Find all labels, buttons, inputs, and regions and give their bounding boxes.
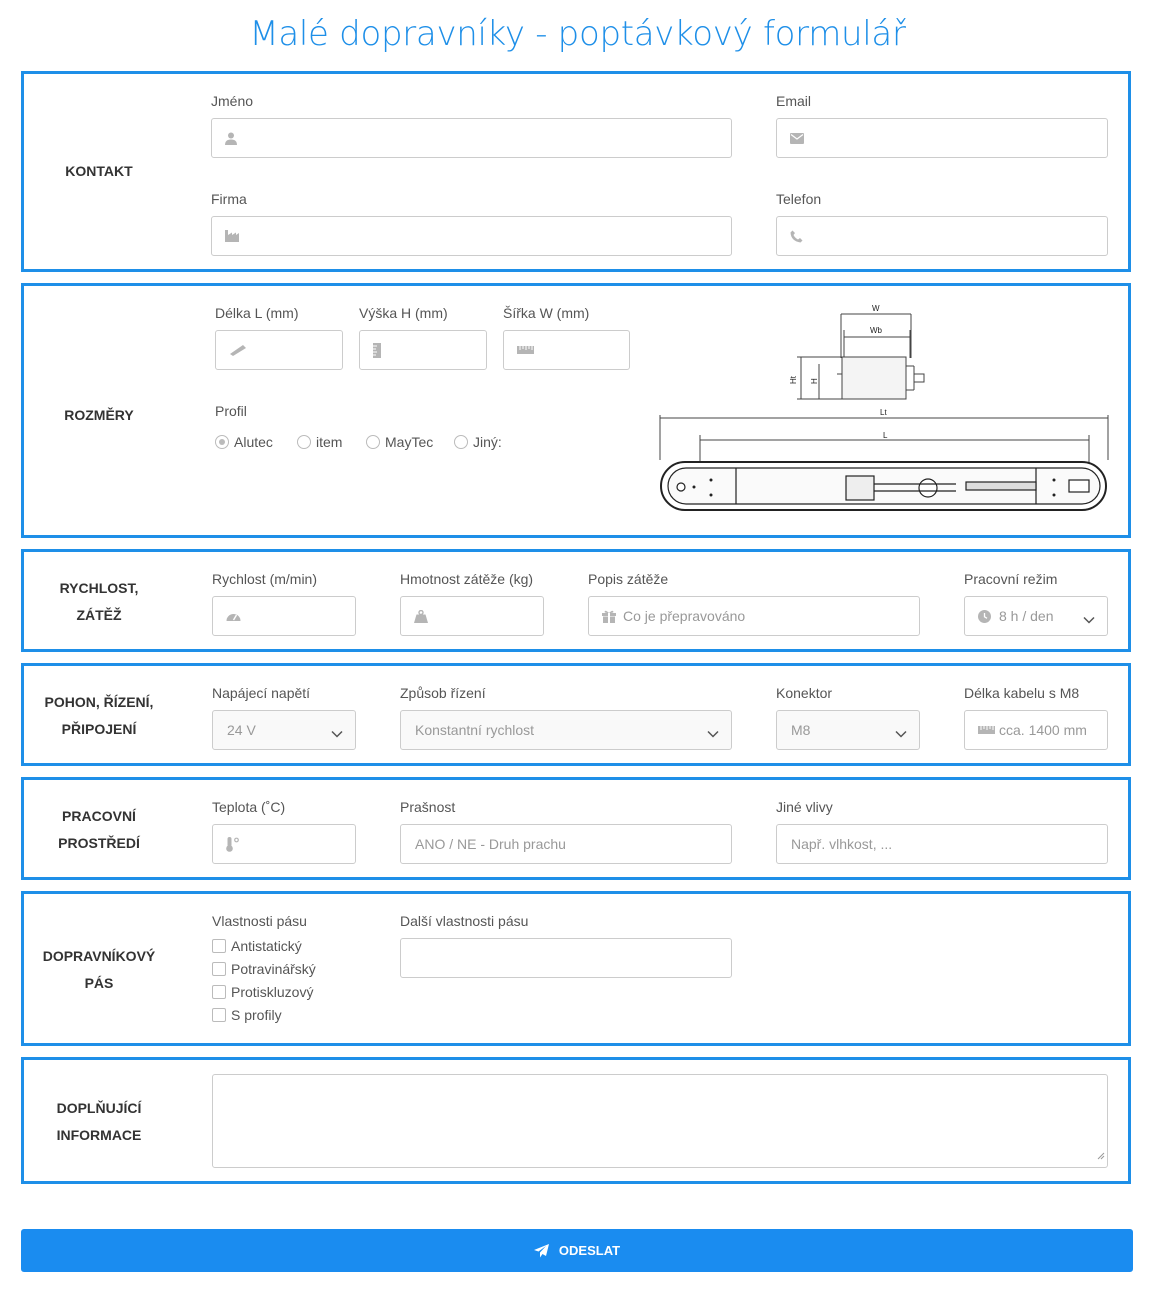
checkbox-icon: [212, 1008, 226, 1022]
doplnujici-textarea[interactable]: [212, 1074, 1108, 1168]
konektor-select[interactable]: [776, 710, 920, 750]
email-input[interactable]: [776, 118, 1108, 158]
phone-icon: [790, 217, 803, 255]
conveyor-dimensions-diagram: [656, 300, 1116, 526]
diagram-label-ht: Ht: [789, 376, 798, 384]
chevron-down-icon: [895, 725, 907, 743]
paper-plane-icon: [534, 1244, 549, 1258]
chevron-down-icon: [331, 725, 343, 743]
section-label: KONTAKT: [65, 163, 133, 179]
konektor-label: Konektor: [776, 685, 833, 701]
prasnost-placeholder: ANO / NE - Druh prachu: [415, 836, 566, 852]
ruler-horizontal-icon: [978, 711, 995, 749]
ruler-horizontal-icon: [517, 331, 534, 369]
konektor-value: M8: [791, 722, 811, 738]
radio-icon: [454, 435, 468, 449]
email-label: Email: [776, 93, 812, 109]
ruler-diagonal-icon: [229, 331, 247, 369]
radio-label: Jiný:: [473, 434, 502, 450]
sirka-label: Šířka W (mm): [503, 305, 590, 321]
vlivy-label: Jiné vlivy: [776, 799, 833, 815]
industry-icon: [225, 217, 239, 255]
profil-label: Profil: [215, 403, 247, 419]
popis-input[interactable]: [588, 596, 920, 636]
teplota-label: Teplota (˚C): [212, 799, 286, 815]
jmeno-label: Jméno: [211, 93, 254, 109]
page-title: Malé dopravníky - poptávkový formulář: [249, 14, 906, 54]
checkbox-s-profily[interactable]: [212, 1007, 282, 1023]
checkbox-icon: [212, 962, 226, 976]
checkbox-potravinarsky[interactable]: [212, 961, 316, 977]
diagram-label-l: L: [883, 431, 888, 440]
popis-placeholder: Co je přepravováno: [623, 608, 746, 624]
submit-button[interactable]: [21, 1229, 1133, 1272]
telefon-input[interactable]: [776, 216, 1108, 256]
section-label-line1: DOPRAVNÍKOVÝ: [42, 948, 156, 964]
section-pas: [21, 891, 1131, 1046]
firma-input[interactable]: [211, 216, 732, 256]
radio-icon: [297, 435, 311, 449]
prasnost-label: Prašnost: [400, 799, 456, 815]
hmotnost-input[interactable]: [400, 596, 544, 636]
kabel-label: Délka kabelu s M8: [964, 685, 1080, 701]
vlastnosti-label: Vlastnosti pásu: [212, 913, 307, 929]
section-label-line2: PÁS: [84, 975, 114, 991]
checkbox-icon: [212, 985, 226, 999]
chevron-down-icon: [707, 725, 719, 743]
section-label-line1: DOPLŇUJÍCÍ: [56, 1100, 142, 1116]
radio-label: item: [316, 434, 343, 450]
section-label-line1: POHON, ŘÍZENÍ,: [44, 694, 154, 710]
rizeni-value: Konstantní rychlost: [415, 722, 535, 738]
thermometer-icon: [226, 825, 240, 863]
rizeni-label: Způsob řízení: [400, 685, 486, 701]
section-label: ROZMĚRY: [64, 407, 134, 423]
radio-label: Alutec: [234, 434, 273, 450]
popis-label: Popis zátěže: [588, 571, 669, 587]
checkbox-icon: [212, 939, 226, 953]
checkbox-label: Protiskluzový: [231, 984, 314, 1000]
section-label: [24, 943, 174, 997]
telefon-label: Telefon: [776, 191, 822, 207]
checkbox-label: Potravinářský: [231, 961, 316, 977]
section-doplnujici: [21, 1057, 1131, 1184]
resize-handle-icon[interactable]: [1097, 1147, 1105, 1165]
submit-label: ODESLAT: [558, 1243, 621, 1258]
checkbox-label: Antistatický: [231, 938, 302, 954]
radio-icon: [366, 435, 380, 449]
section-kontakt: [21, 71, 1131, 272]
section-pohon: [21, 663, 1131, 766]
dalsi-input[interactable]: [400, 938, 732, 978]
kabel-input[interactable]: [964, 710, 1108, 750]
clock-icon: [978, 597, 991, 635]
ruler-vertical-icon: [373, 331, 381, 369]
firma-label: Firma: [211, 191, 247, 207]
vlivy-input[interactable]: [776, 824, 1108, 864]
prasnost-input[interactable]: [400, 824, 732, 864]
section-label-line1: RYCHLOST,: [59, 580, 139, 596]
dalsi-label: Další vlastnosti pásu: [400, 913, 529, 929]
rychlost-input[interactable]: [212, 596, 356, 636]
delka-input[interactable]: [215, 330, 343, 370]
rezim-label: Pracovní režim: [964, 571, 1058, 587]
sirka-input[interactable]: [503, 330, 630, 370]
section-label: [24, 803, 174, 857]
envelope-icon: [790, 119, 804, 157]
chevron-down-icon: [1083, 611, 1095, 629]
rezim-value: 8 h / den: [999, 608, 1054, 624]
napeti-value: 24 V: [227, 722, 256, 738]
weight-icon: [414, 597, 428, 635]
diagram-label-lt: Lt: [880, 408, 887, 417]
napeti-label: Napájecí napětí: [212, 685, 311, 701]
profil-radio-maytec[interactable]: [366, 434, 433, 450]
rychlost-label: Rychlost (m/min): [212, 571, 318, 587]
checkbox-protiskluzovy[interactable]: [212, 984, 313, 1000]
section-label-line2: ZÁTĚŽ: [76, 607, 122, 623]
checkbox-antistaticky[interactable]: [212, 938, 302, 954]
gift-icon: [602, 597, 616, 635]
radio-label: MayTec: [385, 434, 434, 450]
vyska-label: Výška H (mm): [359, 305, 448, 321]
section-label-line2: INFORMACE: [56, 1127, 142, 1143]
checkbox-label: S profily: [231, 1007, 282, 1023]
vlivy-placeholder: Např. vlhkost, ...: [791, 836, 893, 852]
section-label-line2: PŘIPOJENÍ: [61, 721, 137, 737]
rezim-select[interactable]: [964, 596, 1108, 636]
diagram-label-w: W: [872, 304, 880, 313]
section-prostredi: [21, 777, 1131, 880]
user-icon: [225, 119, 237, 157]
tachometer-icon: [226, 597, 241, 635]
profil-radio-alutec[interactable]: [215, 434, 273, 450]
section-label: [24, 1095, 174, 1149]
section-label-line1: PRACOVNÍ: [62, 808, 136, 824]
kabel-placeholder: cca. 1400 mm: [999, 722, 1087, 738]
hmotnost-label: Hmotnost zátěže (kg): [400, 571, 534, 587]
section-rychlost: [21, 549, 1131, 652]
diagram-label-wb: Wb: [870, 326, 882, 335]
section-rozmery: [21, 283, 1131, 538]
vyska-input[interactable]: [359, 330, 487, 370]
delka-label: Délka L (mm): [215, 305, 299, 321]
radio-checked-icon: [215, 435, 229, 449]
diagram-label-h: H: [810, 378, 819, 384]
profil-radio-item[interactable]: [297, 434, 342, 450]
section-label: [24, 689, 174, 743]
napeti-select[interactable]: [212, 710, 356, 750]
jmeno-input[interactable]: [211, 118, 732, 158]
rizeni-select[interactable]: [400, 710, 732, 750]
section-label-line2: PROSTŘEDÍ: [58, 835, 140, 851]
section-label: [24, 575, 174, 629]
profil-radio-jiny[interactable]: [454, 434, 502, 450]
teplota-input[interactable]: [212, 824, 356, 864]
